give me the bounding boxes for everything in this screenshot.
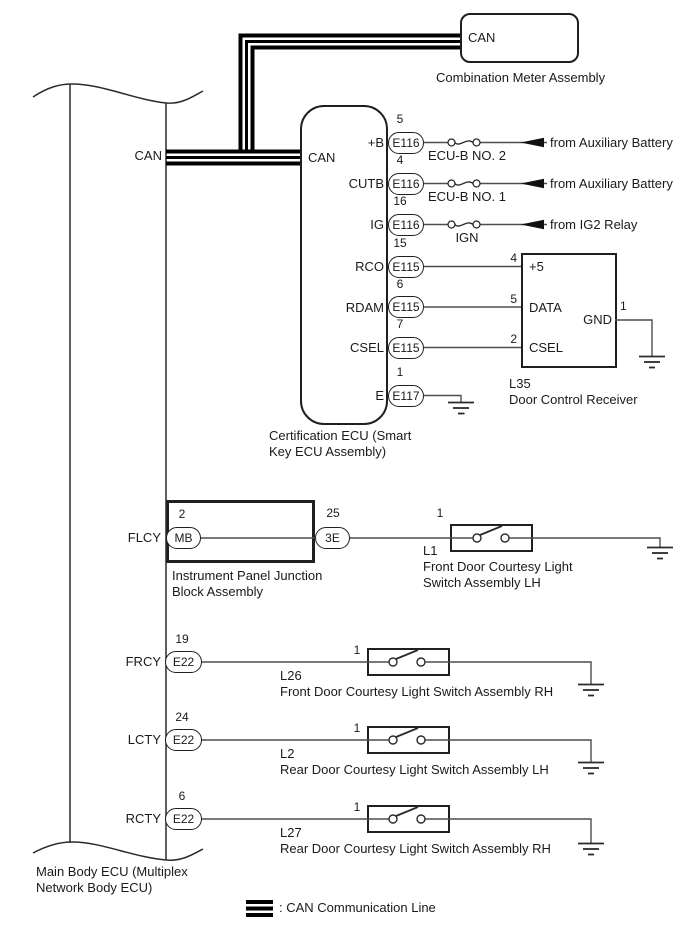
pin-signal-label: E <box>375 388 384 403</box>
connector-id: E22 <box>172 733 195 747</box>
pin-number: 25 <box>326 506 340 520</box>
pin-number: 5 <box>510 292 517 306</box>
fuse-name: ECU-B NO. 2 <box>427 148 506 163</box>
pin-number: 4 <box>510 251 517 265</box>
connector-id: 3E <box>325 531 340 545</box>
fuse-icon-ign <box>448 221 480 228</box>
pin-number: 1 <box>353 721 361 735</box>
switch-icon-l2 <box>389 728 425 744</box>
switch-icon-l26 <box>389 650 425 666</box>
power-source-label: from Auxiliary Battery <box>550 135 673 150</box>
pin-number: 24 <box>175 710 189 724</box>
ecu-name-line1: Certification ECU (Smart <box>269 428 412 443</box>
fuse-icon-ecub1 <box>448 180 480 187</box>
pin-number: 6 <box>178 789 186 803</box>
pin-signal-label: RDAM <box>345 300 384 315</box>
component-code: L27 <box>280 825 302 840</box>
switch-name-line1: Front Door Courtesy Light <box>423 559 573 574</box>
power-source-label: from Auxiliary Battery <box>550 176 673 191</box>
combination-meter-port-label: CAN <box>468 30 496 45</box>
connector-id: E22 <box>172 812 195 826</box>
component-code: L1 <box>423 543 438 558</box>
power-arrow-icons <box>521 138 545 229</box>
main-body-ecu-name-line1: Main Body ECU (Multiplex <box>36 864 188 879</box>
pin-number: 1 <box>353 643 361 657</box>
signal-wires <box>200 143 660 844</box>
pin-number: 1 <box>436 506 444 520</box>
receiver-pin-label: +5 <box>529 259 544 274</box>
pin-number: 16 <box>393 194 407 208</box>
connector-id: E116 <box>392 217 420 232</box>
pin-number: 4 <box>396 153 404 167</box>
can-bus-label: CAN <box>134 148 162 163</box>
switch-name: Rear Door Courtesy Light Switch Assembly RH <box>280 841 551 856</box>
receiver-pin-label: GND <box>583 312 612 327</box>
pin-signal-label: CUTB <box>348 176 384 191</box>
connector-id: E22 <box>172 655 195 669</box>
legend-label: : CAN Communication Line <box>279 900 436 915</box>
connector-id: E116 <box>392 135 420 150</box>
can-line-legend-icon <box>246 900 273 917</box>
bus-break-wave-top <box>33 84 203 103</box>
pin-signal-label: IG <box>370 217 384 232</box>
power-source-label: from IG2 Relay <box>550 217 638 232</box>
ecu-can-port-label: CAN <box>308 150 336 165</box>
connector-oval <box>388 214 424 236</box>
pin-signal-label: CSEL <box>350 340 384 355</box>
receiver-pin-label: DATA <box>529 300 562 315</box>
fuse-name: IGN <box>455 230 479 245</box>
fuse-icon-ecub2 <box>448 139 480 146</box>
signal-label-lcty: LCTY <box>127 732 161 747</box>
switch-name: Rear Door Courtesy Light Switch Assembly LH <box>280 762 549 777</box>
bus-break-wave-bottom <box>33 842 203 860</box>
junction-block-name-line2: Block Assembly <box>172 584 264 599</box>
connector-oval <box>388 385 424 407</box>
component-code: L35 <box>509 376 531 391</box>
connector-id: E116 <box>392 176 420 191</box>
connector-id: E115 <box>392 340 420 355</box>
ecu-name-line2: Key ECU Assembly) <box>269 444 387 459</box>
can-bus-to-ecu <box>166 152 300 164</box>
fuse-name: ECU-B NO. 1 <box>427 189 506 204</box>
connector-oval <box>388 256 424 278</box>
component-code: L26 <box>280 668 302 683</box>
pin-number: 2 <box>178 507 186 521</box>
switch-icon-l1 <box>473 526 509 542</box>
connector-oval <box>388 337 424 359</box>
combination-meter-name: Combination Meter Assembly <box>436 70 606 85</box>
signal-label-flcy: FLCY <box>127 530 161 545</box>
connector-oval-3e <box>315 527 350 549</box>
pin-number: 5 <box>396 112 404 126</box>
connector-id: MB <box>174 531 193 545</box>
connector-id: E117 <box>392 388 420 403</box>
connector-oval-e22 <box>165 651 202 673</box>
component-code: L2 <box>280 746 295 761</box>
connector-oval-e22 <box>165 729 202 751</box>
signal-label-rcty: RCTY <box>125 811 161 826</box>
connector-oval <box>388 173 424 195</box>
pin-number: 15 <box>393 236 407 250</box>
pin-number: 1 <box>353 800 361 814</box>
ground-icons <box>448 357 673 855</box>
pin-number: 7 <box>396 317 404 331</box>
pin-number: 2 <box>510 332 517 346</box>
signal-label-frcy: FRCY <box>125 654 161 669</box>
switch-name: Front Door Courtesy Light Switch Assembly RH <box>280 684 554 699</box>
switch-name-line2: Switch Assembly LH <box>423 575 541 590</box>
pin-signal-label: +B <box>367 135 384 150</box>
pin-signal-label: RCO <box>355 259 384 274</box>
receiver-pin-label: CSEL <box>529 340 563 355</box>
pin-number: 19 <box>175 632 189 646</box>
switch-icon-l27 <box>389 807 425 823</box>
connector-oval <box>388 296 424 318</box>
component-name: Door Control Receiver <box>509 392 638 407</box>
connector-id: E115 <box>392 300 420 314</box>
pin-number: 1 <box>620 299 627 313</box>
connector-oval <box>388 132 424 154</box>
pin-number: 1 <box>396 365 404 379</box>
connector-oval-e22 <box>165 808 202 830</box>
junction-block-name-line1: Instrument Panel Junction <box>172 568 323 583</box>
connector-id: E115 <box>392 259 420 274</box>
main-body-ecu-name-line2: Network Body ECU) <box>36 880 153 895</box>
connector-oval-mb <box>166 527 201 549</box>
pin-number: 6 <box>396 277 404 291</box>
